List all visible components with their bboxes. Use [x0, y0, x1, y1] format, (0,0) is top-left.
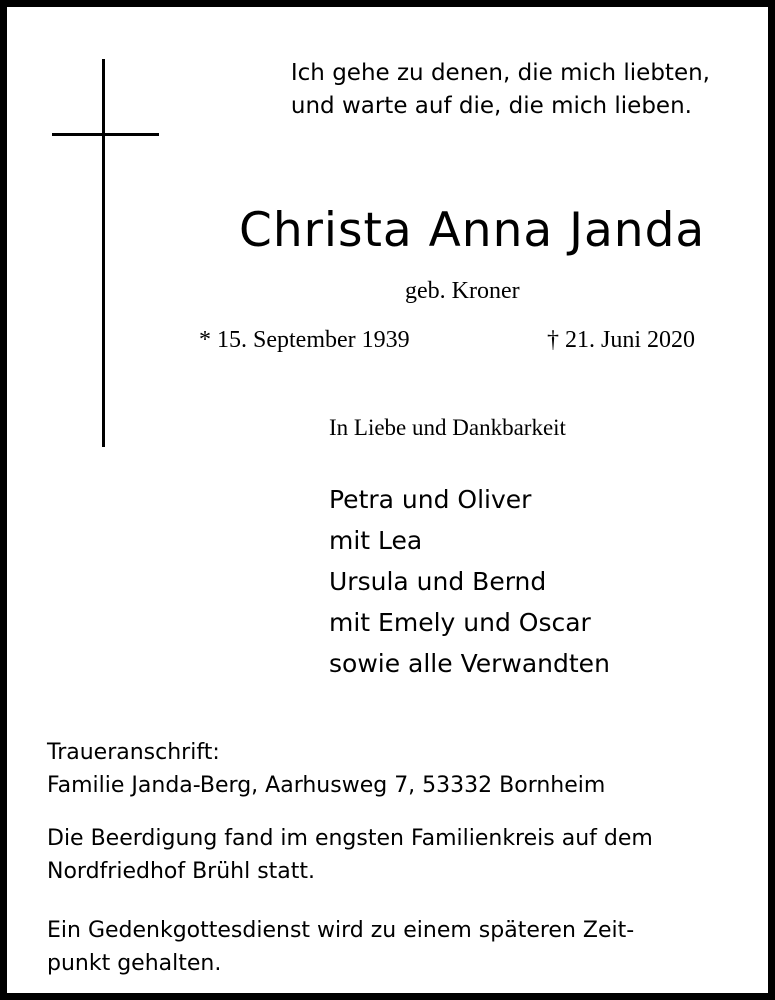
epigraph-quote — [291, 57, 710, 123]
burial-line-1: Die Beerdigung fand im engsten Familienkreis auf dem — [47, 826, 653, 851]
service-line-1: Ein Gedenkgottesdienst wird zu einem späteren Zeit- — [47, 918, 635, 943]
quote-line-2: und warte auf die, die mich lieben. — [290, 93, 692, 119]
address-label: Traueranschrift: — [47, 740, 220, 765]
burial-notice — [47, 822, 653, 888]
list-item: Ursula und Bernd — [329, 567, 547, 596]
cross-icon-vertical-bar — [102, 59, 105, 447]
quote-line-1: Ich gehe zu denen, die mich liebten, — [290, 60, 710, 86]
birth-date: * 15. September 1939 — [199, 327, 410, 353]
burial-line-2: Nordfriedhof Brühl statt. — [47, 859, 316, 884]
list-item: mit Emely und Oscar — [329, 608, 591, 637]
memorial-service-notice — [47, 914, 634, 980]
list-item: mit Lea — [329, 526, 423, 555]
deceased-name: Christa Anna Janda — [239, 203, 706, 258]
list-item: Petra und Oliver — [329, 485, 532, 514]
cross-icon-horizontal-bar — [52, 133, 159, 136]
service-line-2: punkt gehalten. — [47, 951, 222, 976]
list-item: sowie alle Verwandten — [329, 649, 610, 678]
dedication-line: In Liebe und Dankbarkeit — [329, 415, 566, 440]
mourning-address — [47, 736, 605, 802]
mourners-list — [329, 479, 610, 684]
maiden-name: geb. Kroner — [405, 278, 520, 304]
death-date: † 21. Juni 2020 — [547, 327, 696, 353]
address-value: Familie Janda-Berg, Aarhusweg 7, 53332 Bornheim — [47, 773, 606, 798]
